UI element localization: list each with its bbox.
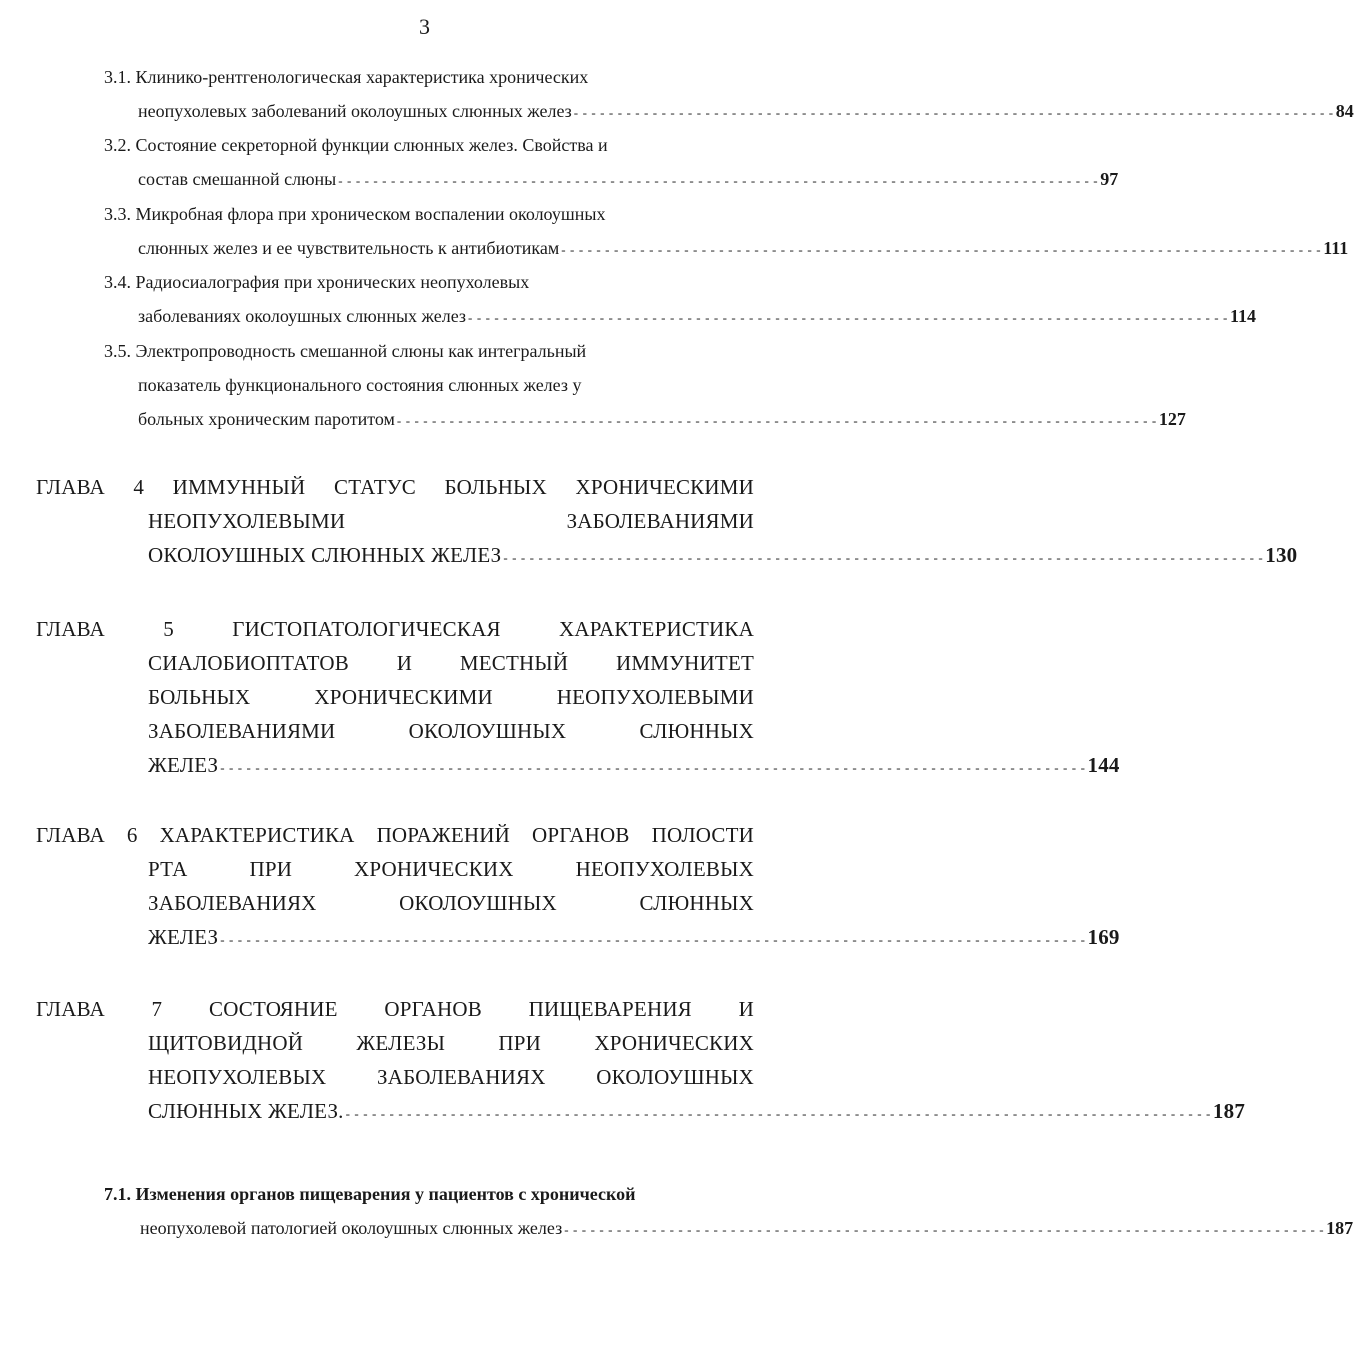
- toc-entry-leader-line: [138, 94, 1354, 128]
- chapter-title-line: ЗАБОЛЕВАНИЯХ ОКОЛОУШНЫХ СЛЮННЫХ: [148, 891, 754, 915]
- chapter-title-line: РТА ПРИ ХРОНИЧЕСКИХ НЕОПУХОЛЕВЫХ: [148, 857, 754, 881]
- dot-leader: - - - - - - - - - - - - - - - - - - - - - - - - - - - - - - - - - - - - - - - - - - - - - - - - - - - - - - - - - - - - - - - - - - - - - - - - - - - - - - - - - - - - - - -: [396, 413, 1157, 428]
- toc-page-number: 84: [1335, 101, 1354, 121]
- toc-entry-leader-line: [138, 231, 1349, 265]
- page-number: 3: [419, 14, 430, 39]
- toc-entry-3-4[interactable]: [104, 265, 1256, 335]
- chapter-title-line: ГЛАВА 5 ГИСТОПАТОЛОГИЧЕСКАЯ ХАРАКТЕРИСТИКА: [36, 617, 754, 641]
- chapter-title-line: ОКОЛОУШНЫХ СЛЮННЫХ ЖЕЛЕЗ: [148, 543, 502, 567]
- toc-entry-3-1[interactable]: [104, 60, 1354, 130]
- toc-entry-text: 3.1. Клинико-рентгенологическая характеристика хронических: [104, 67, 589, 87]
- toc-entry-3-5[interactable]: [104, 334, 1186, 438]
- toc-entry-7-1[interactable]: [104, 1177, 1354, 1247]
- chapter-title-line: ЖЕЛЕЗ: [148, 753, 219, 777]
- toc-entry-3-3[interactable]: [104, 197, 1349, 267]
- chapter-title-line: НЕОПУХОЛЕВЫХ ЗАБОЛЕВАНИЯХ ОКОЛОУШНЫХ: [148, 1065, 754, 1089]
- toc-entry-text: неопухолевой патологией околоушных слюнных желез: [140, 1218, 563, 1238]
- toc-entry-leader-line: [148, 920, 1120, 954]
- toc-entry-text: неопухолевых заболеваний околоушных слюнных желез: [138, 101, 572, 121]
- chapter-title-line: ЖЕЛЕЗ: [148, 925, 219, 949]
- dot-leader: - - - - - - - - - - - - - - - - - - - - - - - - - - - - - - - - - - - - - - - - - - - - - - - - - - - - - - - - - - - - - - - - - - - - - - - - - - - - - - - - - - - - - - -: [564, 1222, 1325, 1237]
- toc-entry-text: 3.4. Радиосиалография при хронических неопухолевых: [104, 272, 530, 292]
- toc-page-number: 169: [1087, 925, 1120, 949]
- toc-entry-leader-line: [140, 1211, 1354, 1245]
- toc-chapter-5[interactable]: [36, 612, 1120, 784]
- toc-chapter-4[interactable]: [36, 470, 1298, 574]
- dot-leader: - - - - - - - - - - - - - - - - - - - - - - - - - - - - - - - - - - - - - - - - - - - - - - - - - - - - - - - - - - - - - - - - - - - - - - - - - - - - - - - - - - - - - - -: [468, 310, 1228, 325]
- toc-entry-text: больных хроническим паротитом: [138, 409, 395, 429]
- toc-page-number: 187: [1326, 1218, 1354, 1238]
- chapter-title-line: ЩИТОВИДНОЙ ЖЕЛЕЗЫ ПРИ ХРОНИЧЕСКИХ: [148, 1031, 754, 1055]
- chapter-title-line: СИАЛОБИОПТАТОВ И МЕСТНЫЙ ИММУНИТЕТ: [148, 651, 754, 675]
- toc-entry-text: 3.3. Микробная флора при хроническом воспалении околоушных: [104, 204, 606, 224]
- toc-page-number: 97: [1100, 169, 1119, 189]
- toc-entry-leader-line: [138, 299, 1256, 333]
- toc-entry-text: показатель функционального состояния слюнных желез у: [138, 375, 582, 395]
- toc-entry-text: 3.5. Электропроводность смешанной слюны как интегральный: [104, 341, 587, 361]
- chapter-title-line: НЕОПУХОЛЕВЫМИ ЗАБОЛЕВАНИЯМИ: [148, 509, 754, 533]
- chapter-title-line: ЗАБОЛЕВАНИЯМИ ОКОЛОУШНЫХ СЛЮННЫХ: [148, 719, 754, 743]
- toc-entry-text: слюнных желез и ее чувствительность к антибиотикам: [138, 238, 560, 258]
- toc-entry-leader-line: [148, 1094, 1246, 1128]
- toc-entry-text: заболеваниях околоушных слюнных желез: [138, 306, 467, 326]
- toc-page-number: 187: [1212, 1099, 1246, 1123]
- toc-page-number: 130: [1265, 543, 1298, 567]
- toc-chapter-6[interactable]: [36, 818, 1120, 956]
- toc-page-number: 144: [1087, 753, 1120, 777]
- dot-leader: - - - - - - - - - - - - - - - - - - - - - - - - - - - - - - - - - - - - - - - - - - - - - - - - - - - - - - - - - - - - - - - - - - - - - - - - - - - - - - - - - - - - - - - - - - - - - - - - - - -: [220, 760, 1086, 775]
- toc-entry-3-2[interactable]: [104, 128, 1119, 198]
- toc-page-number: 127: [1158, 409, 1186, 429]
- chapter-title-line: ГЛАВА 7 СОСТОЯНИЕ ОРГАНОВ ПИЩЕВАРЕНИЯ И: [36, 997, 754, 1021]
- chapter-title-line: ГЛАВА 6 ХАРАКТЕРИСТИКА ПОРАЖЕНИЙ ОРГАНОВ ПОЛОСТИ: [36, 823, 754, 847]
- toc-entry-text: состав смешанной слюны: [138, 169, 337, 189]
- toc-page-number: 114: [1229, 306, 1256, 326]
- chapter-title-line: СЛЮННЫХ ЖЕЛЕЗ.: [148, 1099, 344, 1123]
- toc-entry-text: 3.2. Состояние секреторной функции слюнных желез. Свойства и: [104, 135, 608, 155]
- toc-entry-leader-line: [148, 748, 1120, 782]
- toc-page-number: 111: [1323, 238, 1349, 258]
- toc-entry-leader-line: [148, 538, 1298, 572]
- dot-leader: - - - - - - - - - - - - - - - - - - - - - - - - - - - - - - - - - - - - - - - - - - - - - - - - - - - - - - - - - - - - - - - - - - - - - - - - - - - - - - - - - - - - - - -: [573, 105, 1334, 120]
- dot-leader: - - - - - - - - - - - - - - - - - - - - - - - - - - - - - - - - - - - - - - - - - - - - - - - - - - - - - - - - - - - - - - - - - - - - - - - - - - - - - - - - - - - - - - - - - - - - - - - - - - -: [345, 1106, 1211, 1121]
- dot-leader: - - - - - - - - - - - - - - - - - - - - - - - - - - - - - - - - - - - - - - - - - - - - - - - - - - - - - - - - - - - - - - - - - - - - - - - - - - - - - - - - - - - - - - -: [561, 242, 1322, 257]
- toc-entry-leader-line: [138, 162, 1119, 196]
- toc-chapter-7[interactable]: [36, 992, 1246, 1130]
- toc-entry-leader-line: [138, 402, 1186, 436]
- chapter-title-line: БОЛЬНЫХ ХРОНИЧЕСКИМИ НЕОПУХОЛЕВЫМИ: [148, 685, 754, 709]
- dot-leader: - - - - - - - - - - - - - - - - - - - - - - - - - - - - - - - - - - - - - - - - - - - - - - - - - - - - - - - - - - - - - - - - - - - - - - - - - - - - - - - - - - - - - - - - - - - - - - - - - - -: [220, 932, 1086, 947]
- dot-leader: - - - - - - - - - - - - - - - - - - - - - - - - - - - - - - - - - - - - - - - - - - - - - - - - - - - - - - - - - - - - - - - - - - - - - - - - - - - - - - - - - - - - - - -: [503, 550, 1264, 565]
- toc-entry-text: 7.1. Изменения органов пищеварения у пациентов с хронической: [104, 1184, 636, 1204]
- chapter-title-line: ГЛАВА 4 ИММУННЫЙ СТАТУС БОЛЬНЫХ ХРОНИЧЕСКИМИ: [36, 475, 754, 499]
- dot-leader: - - - - - - - - - - - - - - - - - - - - - - - - - - - - - - - - - - - - - - - - - - - - - - - - - - - - - - - - - - - - - - - - - - - - - - - - - - - - - - - - - - - - - - -: [338, 173, 1099, 188]
